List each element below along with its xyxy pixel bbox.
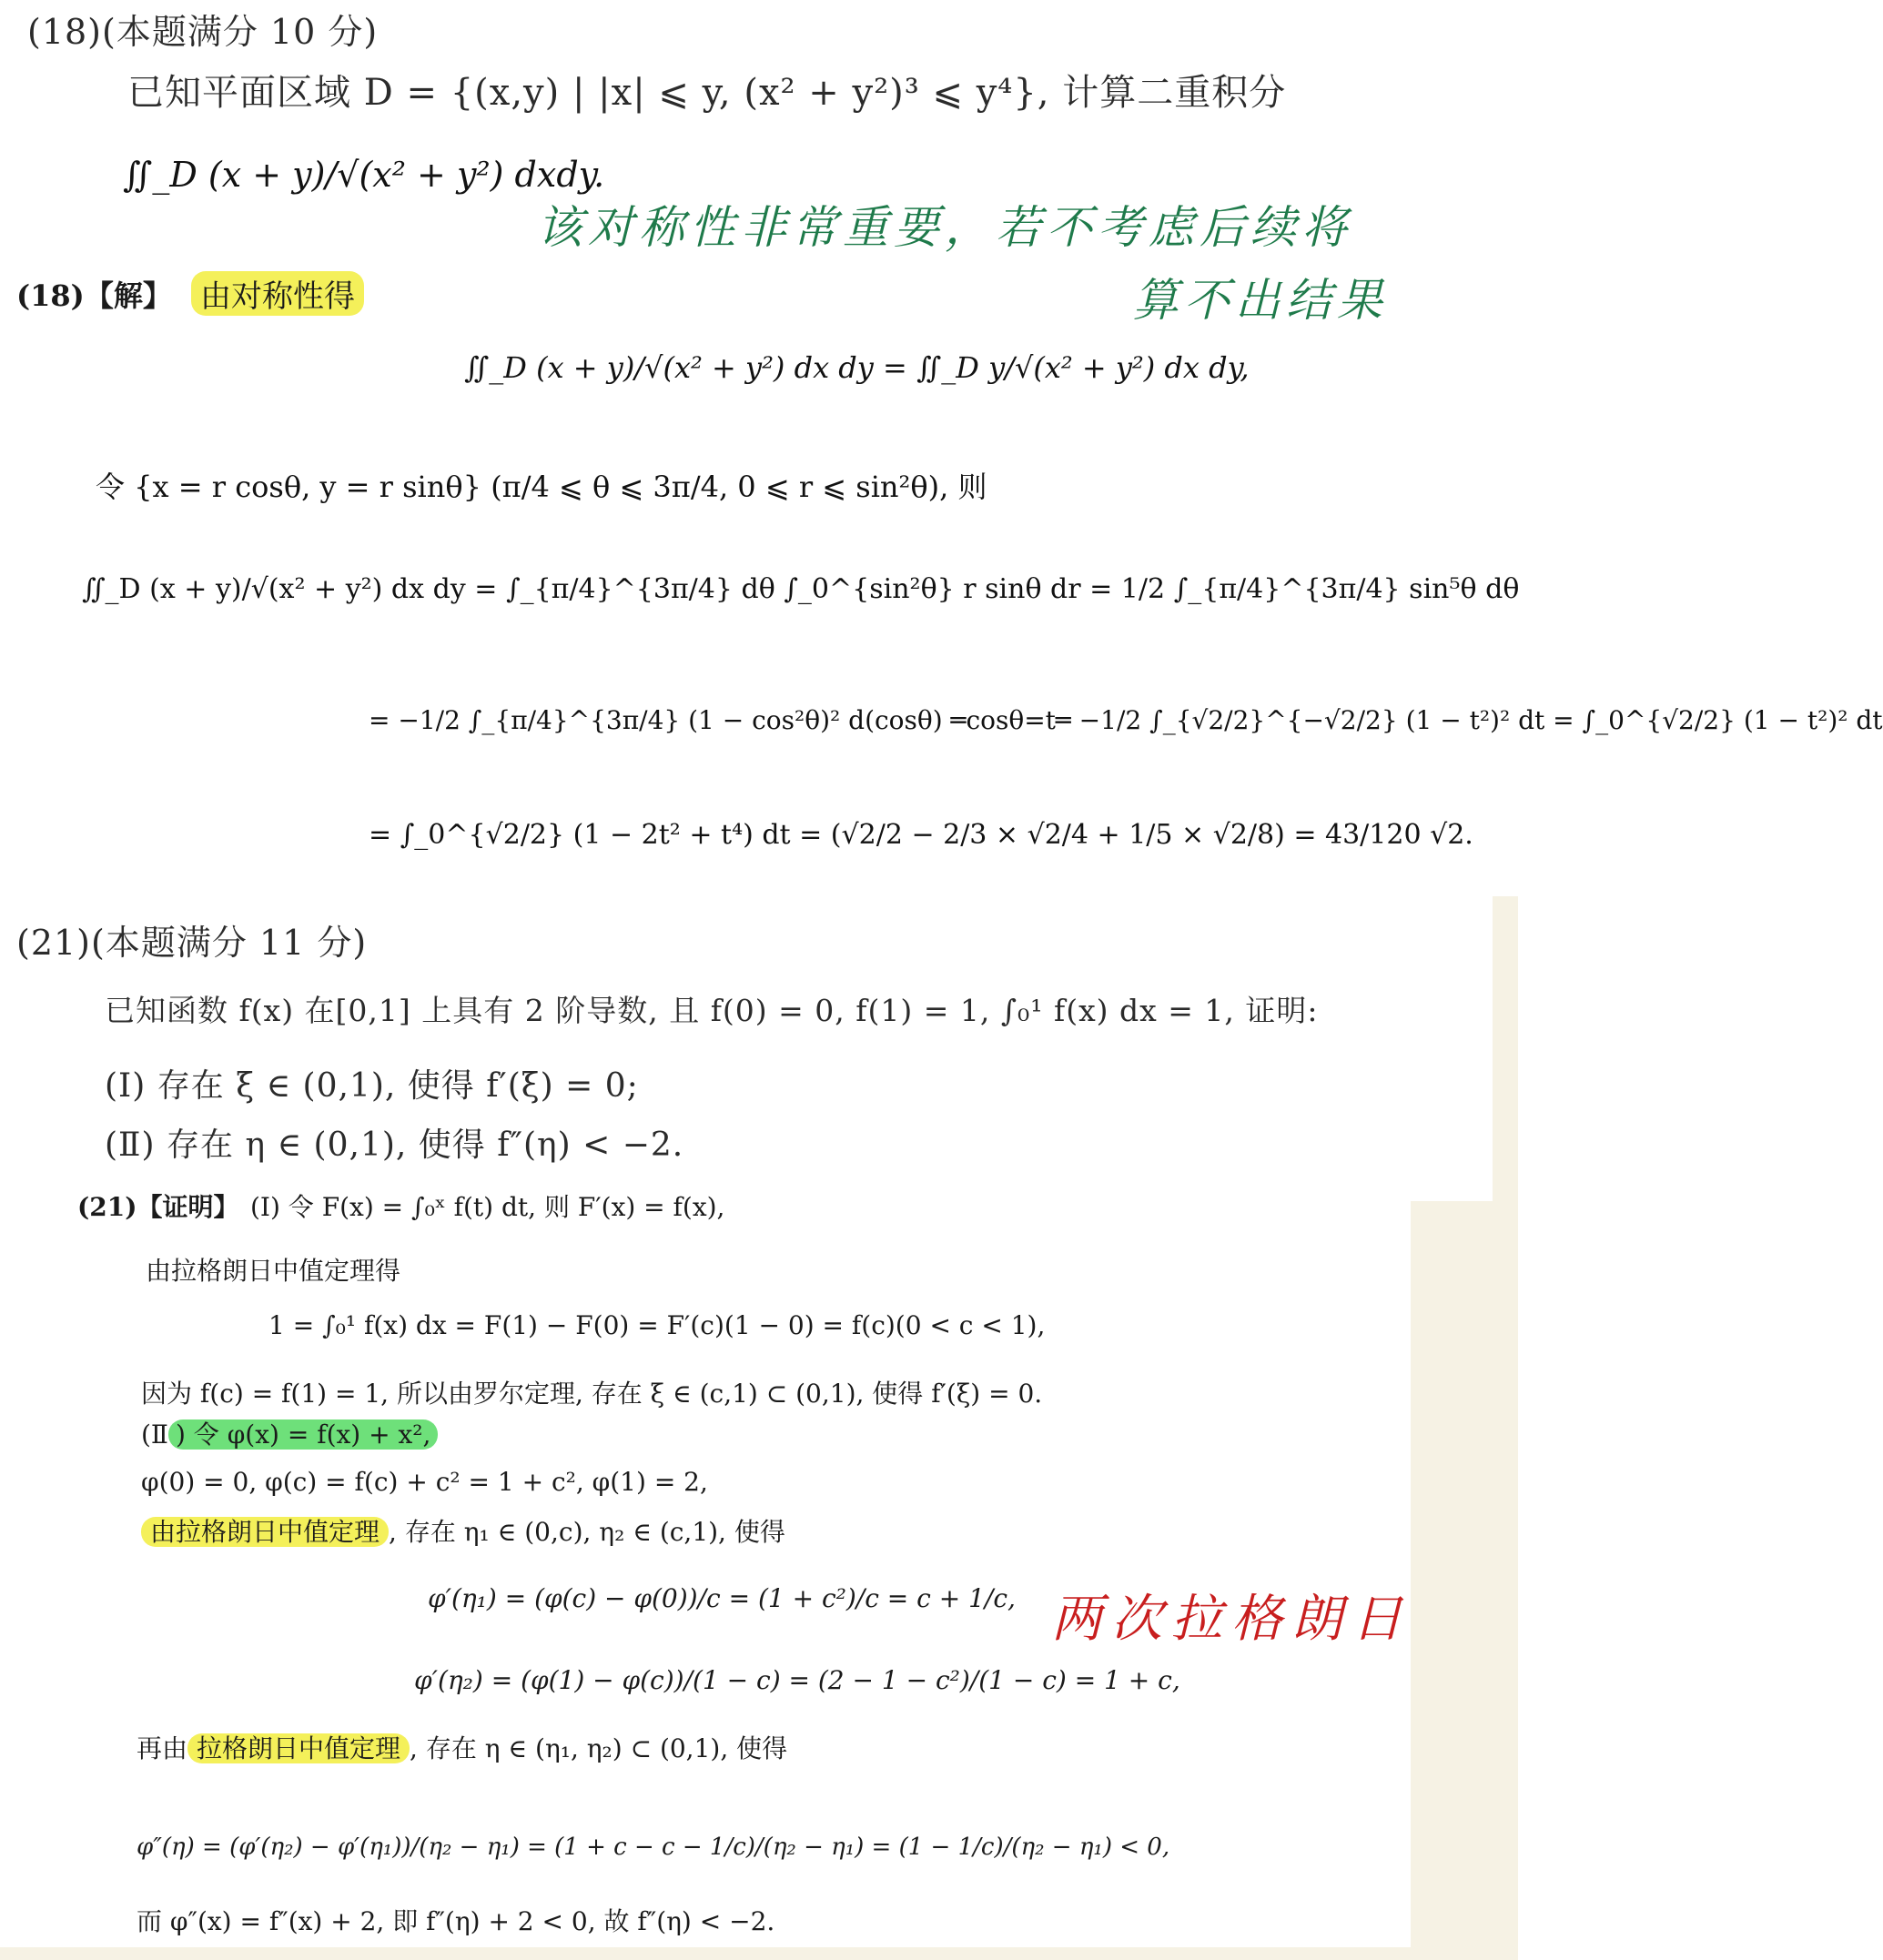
q21-proof-line6: φ(0) = 0, φ(c) = f(c) + c² = 1 + c², φ(1) = 2, — [141, 1467, 708, 1497]
q21-proof-line4: 因为 f(c) = f(1) = 1, 所以由罗尔定理, 存在 ξ ∈ (c,1) ⊂ (0,1), 使得 f′(ξ) = 0. — [141, 1379, 1043, 1409]
page-background-footer — [0, 1947, 1518, 1960]
q21-proof-line10-prefix: 再由 — [137, 1733, 188, 1763]
q18-header: (18)(本题满分 10 分) — [27, 12, 379, 52]
q18-eq5: = ∫_0^{√2/2} (1 − 2t² + t⁴) dt = (√2/2 − 2/3 × √2/4 + 1/5 × √2/8) = 43/120 √2. — [369, 819, 1473, 851]
q21-proof-line9: φ′(η₂) = (φ(1) − φ(c))/(1 − c) = (2 − 1 − c²)/(1 − c) = 1 + c, — [414, 1665, 1180, 1695]
q21-proof-line7 — [141, 1512, 785, 1549]
q18-eq4: = −1/2 ∫_{π/4}^{3π/4} (1 − cos²θ)² d(cosθ) ═cosθ=t═ −1/2 ∫_{√2/2}^{−√2/2} (1 − t²)² dt = ∫_0^{√2/2} (1 − t²)² dt — [369, 705, 1883, 735]
q18-statement: 已知平面区域 D = {(x,y) | |x| ⩽ y, (x² + y²)³ ⩽ y⁴}, 计算二重积分 — [127, 72, 1287, 114]
q21-header: (21)(本题满分 11 分) — [16, 923, 368, 963]
q21-proof-line10-highlight: 拉格朗日中值定理 — [187, 1733, 410, 1763]
q21-proof-line10 — [137, 1729, 787, 1765]
q18-eq1: ∬_D (x + y)/√(x² + y²) dx dy = ∬_D y/√(x² + y²) dx dy, — [464, 350, 1250, 385]
q21-part2: (Ⅱ) 存在 η ∈ (0,1), 使得 f″(η) < −2. — [105, 1126, 684, 1164]
q18-handwritten-note: 该对称性非常重要，若不考虑后续将 — [537, 201, 1352, 254]
q18-integral: ∬_D (x + y)/√(x² + y²) dxdy. — [123, 155, 605, 195]
q21-proof-line5-prefix: (Ⅱ — [141, 1419, 168, 1450]
q21-proof-line2: 由拉格朗日中值定理得 — [146, 1256, 401, 1286]
q21-proof-line12: 而 φ″(x) = f″(x) + 2, 即 f″(η) + 2 < 0, 故 f″(η) < −2. — [137, 1906, 775, 1936]
q21-proof-line10-rest: , 存在 η ∈ (η₁, η₂) ⊂ (0,1), 使得 — [410, 1733, 788, 1763]
q21-proof-line11: φ″(η) = (φ′(η₂) − φ′(η₁))/(η₂ − η₁) = (1 + c − c − 1/c)/(η₂ − η₁) = (1 − 1/c)/(η₂ − η₁) < 0, — [137, 1834, 1170, 1861]
q18-eq2: 令 {x = r cosθ, y = r sinθ} (π/4 ⩽ θ ⩽ 3π/4, 0 ⩽ r ⩽ sin²θ), 则 — [96, 470, 987, 504]
q21-proof-line5 — [141, 1415, 438, 1451]
q21-proof-line7-rest: , 存在 η₁ ∈ (0,c), η₂ ∈ (c,1), 使得 — [389, 1517, 785, 1547]
q18-solution-label: (18)【解】 — [16, 278, 172, 313]
q21-proof-line5-highlight: ) 令 φ(x) = f(x) + x², — [168, 1419, 438, 1450]
q18-solution-highlight: 由对称性得 — [191, 271, 364, 316]
q21-proof-line8: φ′(η₁) = (φ(c) − φ(0))/c = (1 + c²)/c = c + 1/c, — [428, 1583, 1016, 1613]
q21-proof-line1: (Ⅰ) 令 F(x) = ∫₀ˣ f(t) dt, 则 F′(x) = f(x), — [250, 1192, 725, 1222]
q21-part1: (Ⅰ) 存在 ξ ∈ (0,1), 使得 f′(ξ) = 0; — [105, 1067, 639, 1105]
q21-statement: 已知函数 f(x) 在[0,1] 上具有 2 阶导数, 且 f(0) = 0, f(1) = 1, ∫₀¹ f(x) dx = 1, 证明: — [105, 993, 1319, 1028]
q21-handwritten-note: 两次拉格朗日 — [1051, 1590, 1412, 1649]
q21-proof-label: (21)【证明】 — [77, 1192, 239, 1222]
q18-handwritten-note-line2: 算不出结果 — [1133, 274, 1388, 327]
q21-proof-line7-highlight: 由拉格朗日中值定理 — [141, 1517, 389, 1547]
q21-proof-line3: 1 = ∫₀¹ f(x) dx = F(1) − F(0) = F′(c)(1 − 0) = f(c)(0 < c < 1), — [268, 1310, 1046, 1340]
q18-eq3: ∬_D (x + y)/√(x² + y²) dx dy = ∫_{π/4}^{3π/4} dθ ∫_0^{sin²θ} r sinθ dr = 1/2 ∫_{π/4}^{3π/4} sin⁵θ dθ — [82, 573, 1520, 605]
page-background-bottom — [1411, 1201, 1518, 1960]
